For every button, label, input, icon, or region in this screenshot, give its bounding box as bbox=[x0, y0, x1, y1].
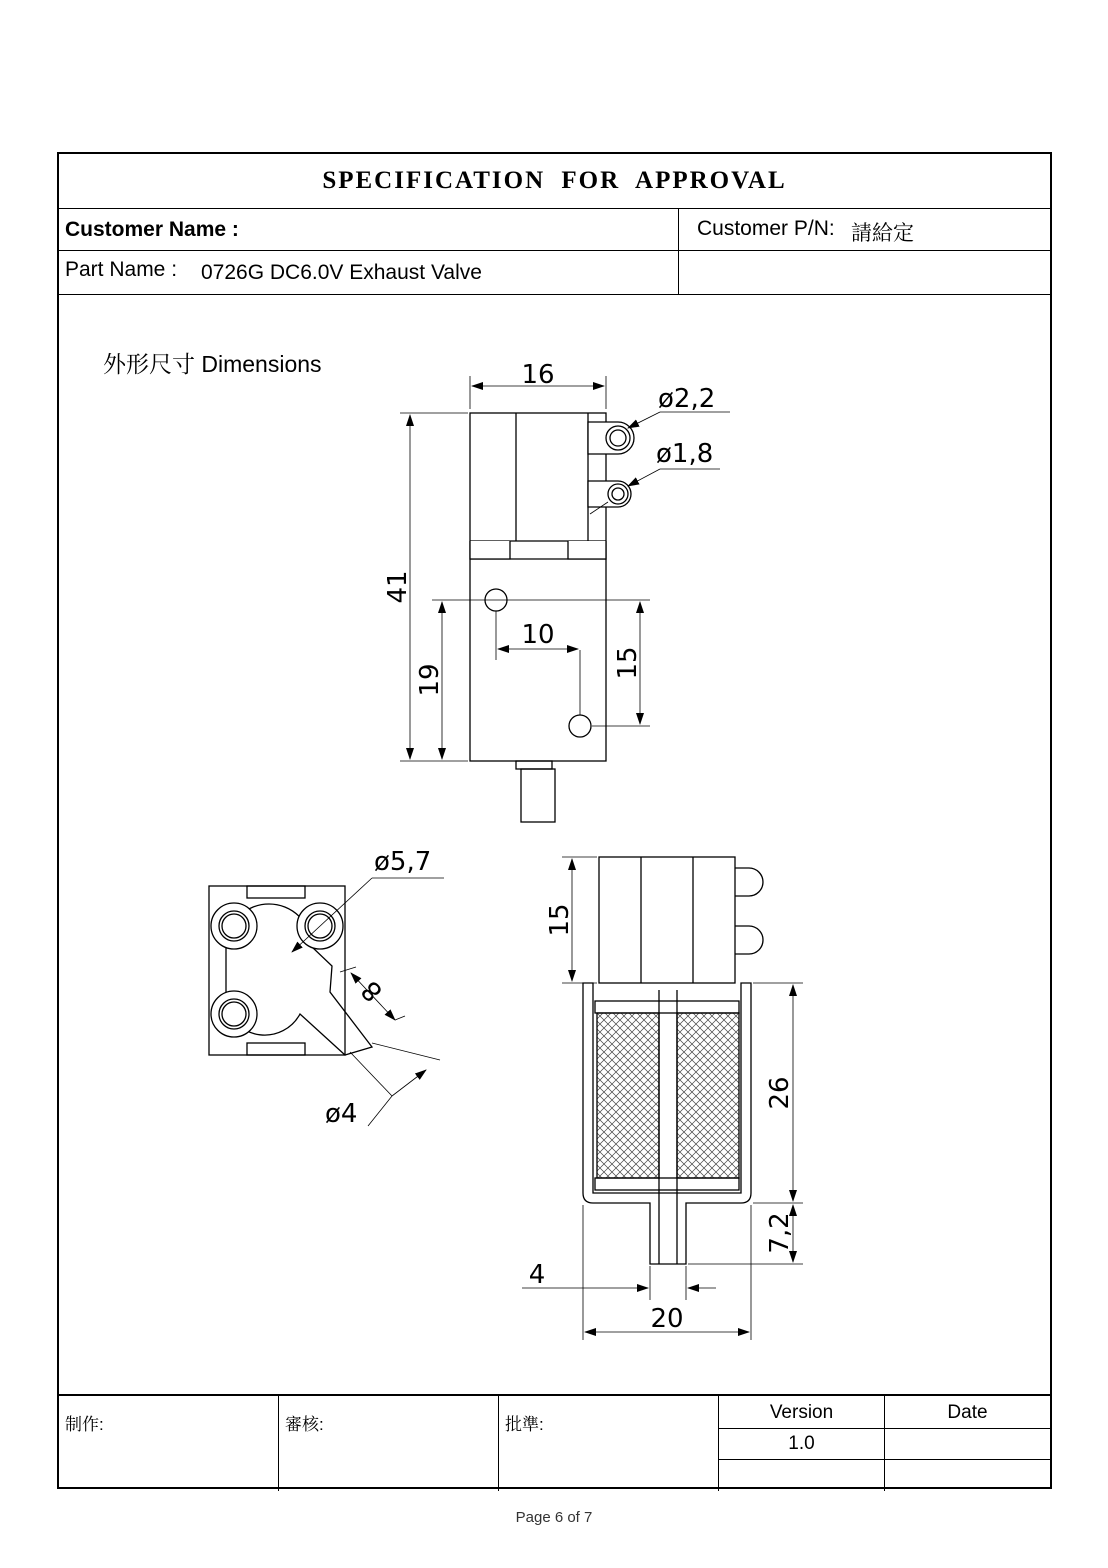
dim-coil-height: 26 bbox=[765, 1076, 795, 1110]
customer-pn-label: Customer P/N: bbox=[697, 217, 835, 240]
dimensions-title: 外形尺寸 Dimensions bbox=[103, 351, 322, 377]
dim-hole-vertical: 15 bbox=[613, 646, 643, 680]
date-label: Date bbox=[947, 1402, 988, 1423]
sheet-title: SPECIFICATION FOR APPROVAL bbox=[59, 154, 1050, 209]
side-section-view bbox=[583, 857, 763, 1264]
version-label: Version bbox=[769, 1402, 834, 1423]
customer-pn-value: 請給定 bbox=[851, 222, 914, 245]
front-view bbox=[470, 413, 634, 822]
dim-bore-offset: 8 bbox=[355, 974, 389, 1008]
dim-head-height: 15 bbox=[545, 903, 575, 937]
dim-dia-lower-port: ø1,8 bbox=[656, 439, 714, 469]
page-number: Page 6 of 7 bbox=[515, 1509, 593, 1526]
customer-name-label: Customer Name : bbox=[65, 218, 239, 241]
front-dimensions bbox=[400, 376, 730, 761]
dim-stem-width: 4 bbox=[528, 1260, 546, 1290]
dim-dia-top-port: ø2,2 bbox=[658, 384, 716, 414]
approved-label: 批準: bbox=[505, 1415, 544, 1434]
dim-hole-height: 19 bbox=[415, 663, 445, 697]
dim-top-width: 16 bbox=[521, 360, 555, 390]
made-by-label: 制作: bbox=[65, 1415, 104, 1434]
dim-stem-height: 7,2 bbox=[765, 1212, 795, 1254]
part-name-label: Part Name : bbox=[65, 258, 178, 281]
dim-overall-height: 41 bbox=[383, 570, 413, 604]
dim-dia-small: ø4 bbox=[325, 1099, 358, 1129]
part-name-value: 0726G DC6.0V Exhaust Valve bbox=[201, 261, 482, 284]
version-value: 1.0 bbox=[788, 1433, 815, 1454]
dim-body-width: 20 bbox=[650, 1304, 684, 1334]
dim-hole-spacing: 10 bbox=[521, 620, 555, 650]
dim-dia-bore: ø5,7 bbox=[374, 847, 432, 877]
reviewed-label: 審核: bbox=[285, 1415, 324, 1434]
bottom-view bbox=[209, 886, 372, 1055]
